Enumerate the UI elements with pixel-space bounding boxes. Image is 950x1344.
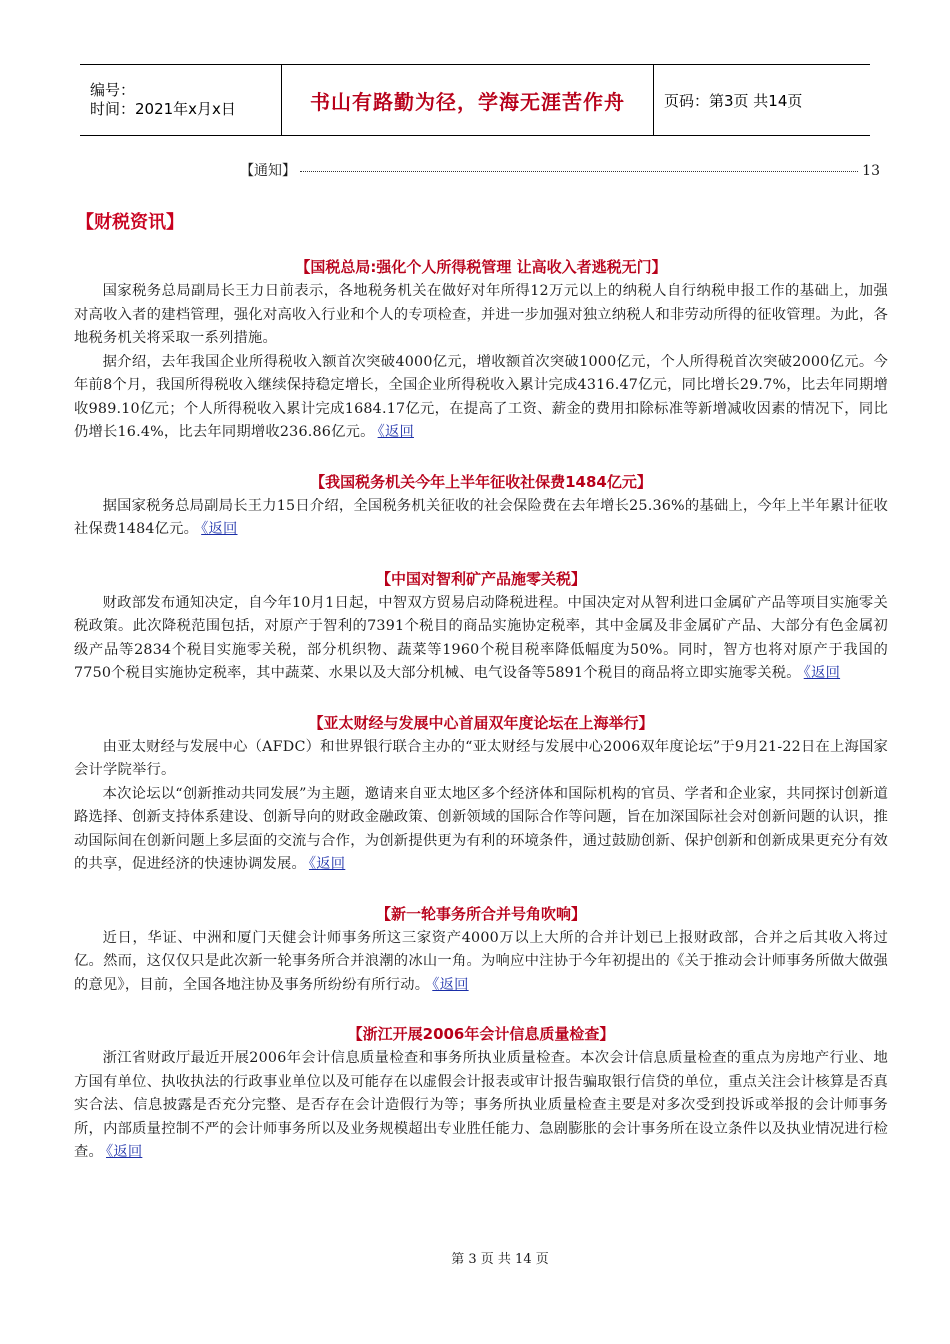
- footer-page-number: 第 3 页 共 14 页: [451, 1252, 549, 1267]
- paragraph-text: 财政部发布通知决定，自今年10月1日起，中智双方贸易启动降税进程。中国决定对从智利进口金属矿产品等项目实施零关税政策。此次降税范围包括，对原产于智利的7391个税目的商品实施协定税率，其中金属及非金属矿产品、大部分有色金属初级产品等2834个税目实施零关税，部分机织物、蔬菜等1960个税目税率降低幅度为50%。同时，智方也将对原产于我国的7750个税目实施协定税率，其中蔬菜、水果以及大部分机械、电气设备等5891个税目的商品将立即实施零关税。: [74, 594, 888, 681]
- article-title: 【亚太财经与发展中心首届双年度论坛在上海举行】: [308, 713, 654, 732]
- article-paragraph: [74, 592, 888, 686]
- article: [74, 568, 888, 686]
- back-link[interactable]: 《返回: [803, 665, 841, 681]
- header-motto-cell: [282, 65, 654, 135]
- back-link[interactable]: 《返回: [432, 976, 469, 993]
- article-list: [74, 256, 888, 1191]
- header-motto: 书山有路勤为径，学海无涯苦作舟: [310, 89, 625, 114]
- paragraph-text: 本次论坛以“创新推动共同发展”为主题，邀请来自亚太地区多个经济体和国际机构的官员、学者和企业家，共同探讨创新道路选择、创新支持体系建设、创新导向的财政金融政策、创新领域的国际合作等问题，旨在加深国际社会对创新问题的认识，推动国际间在创新问题上多层面的交流与合作，为创新提供更为有利的环境条件，通过鼓励创新、保护创新和创新成果更充分有效的共享，促进经济的快速协调发展。: [74, 785, 888, 872]
- article-paragraph: [74, 280, 888, 351]
- page-header: [80, 64, 870, 136]
- article-title: 【我国税务机关今年上半年征收社保费1484亿元】: [310, 472, 652, 491]
- paragraph-text: 国家税务总局副局长王力日前表示，各地税务机关在做好对年所得12万元以上的纳税人自行纳税申报工作的基础上，加强对高收入者的建档管理，强化对高收入行业和个人的专项检查，并进一步加强对独立纳税人和非劳动所得的征收管理。为此，各地税务机关将采取一系列措施。: [74, 283, 888, 346]
- article: [74, 1023, 888, 1165]
- page-footer: [0, 1248, 950, 1267]
- section-title: 【财税资讯】: [76, 212, 184, 233]
- article-title: 【国税总局:强化个人所得税管理 让高收入者逃税无门】: [295, 258, 667, 276]
- toc-page-number: 13: [862, 163, 880, 179]
- article-title: 【浙江开展2006年会计信息质量检查】: [347, 1025, 615, 1043]
- article-paragraph: [74, 1047, 888, 1165]
- paragraph-text: 由亚太财经与发展中心（AFDC）和世界银行联合主办的“亚太财经与发展中心2006双年度论坛”于9月21-22日在上海国家会计学院举行。: [74, 738, 888, 778]
- article: [74, 903, 888, 998]
- article-paragraph: [74, 495, 888, 542]
- back-link[interactable]: 《返回: [308, 856, 346, 872]
- document-number-label: 编号：: [90, 81, 136, 99]
- article: [74, 712, 888, 877]
- paragraph-text: 据介绍，去年我国企业所得税收入额首次突破4000亿元，增收额首次突破1000亿元，个人所得税首次突破2000亿元。今年前8个月，我国所得税收入继续保持稳定增长，全国企业所得税收入累计完成4316.47亿元，同比增长29.7%，比去年同期增收989.10亿元；个人所得税收入累计完成1684.17亿元，在提高了工资、薪金的费用扣除标准等新增减收因素的情况下，同比仍增长16.4%，比去年同期增收236.86亿元。: [74, 353, 888, 440]
- header-page-cell: [654, 65, 870, 135]
- toc-entry-notice[interactable]: [240, 160, 880, 180]
- header-page-label: 页码：第3页 共14页: [664, 91, 803, 110]
- document-date-label: 时间：2021年x月x日: [90, 100, 236, 118]
- article-paragraph: [74, 783, 888, 877]
- back-link[interactable]: 《返回: [106, 1144, 143, 1160]
- article-paragraph: [74, 927, 888, 998]
- article: [74, 471, 888, 542]
- article-title: 【中国对智利矿产品施零关税】: [375, 569, 586, 588]
- back-link[interactable]: 《返回: [201, 521, 238, 537]
- back-link[interactable]: 《返回: [377, 424, 414, 440]
- article-title: 【新一轮事务所合并号角吹响】: [375, 904, 586, 923]
- header-meta: [80, 65, 282, 135]
- paragraph-text: 近日，华证、中洲和厦门天健会计师事务所这三家资产4000万以上大所的合并计划已上报财政部，合并之后其收入将过亿。然而，这仅仅只是此次新一轮事务所合并浪潮的冰山一角。为响应中注协于今年初提出的《关于推动会计师事务所做大做强的意见》，目前，全国各地注协及事务所纷纷有所行动。: [74, 929, 888, 993]
- article-paragraph: [74, 736, 888, 783]
- paragraph-text: 据国家税务总局副局长王力15日介绍，全国税务机关征收的社会保险费在去年增长25.36%的基础上，今年上半年累计征收社保费1484亿元。: [74, 497, 888, 537]
- toc-label: 【通知】: [240, 163, 296, 179]
- article-paragraph: [74, 351, 888, 445]
- article: [74, 256, 888, 445]
- toc-leader-dots: [300, 171, 858, 172]
- paragraph-text: 浙江省财政厅最近开展2006年会计信息质量检查和事务所执业质量检查。本次会计信息质量检查的重点为房地产行业、地方国有单位、执收执法的行政事业单位以及可能存在以虚假会计报表或审计报告骗取银行信贷的单位，重点关注会计核算是否真实合法、信息披露是否充分完整、是否存在会计造假行为等；事务所执业质量检查主要是对多次受到投诉或举报的会计师事务所，内部质量控制不严的会计师事务所以及业务规模超出专业胜任能力、急剧膨胀的会计事务所在设立条件以及执业情况进行检查。: [74, 1050, 888, 1160]
